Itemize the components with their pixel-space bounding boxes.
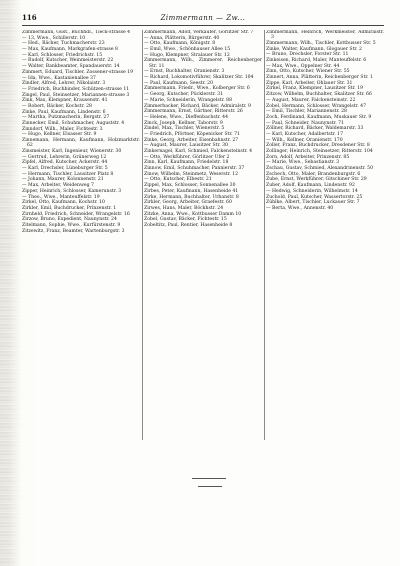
directory-entry: Zirkel, Otto, Kaufmann, Kochstr. 10 bbox=[22, 200, 105, 206]
directory-entry: Zinn, Karl, Kaufmann, Friedelstr. 18 bbox=[144, 160, 229, 166]
directory-entry: Zinndorf, Wilh., Maler, Fichtestr. 3 bbox=[22, 126, 103, 132]
directory-entry: — August, Maurer, Lausitzer Str. 30 bbox=[144, 143, 228, 149]
directory-entry: — Paul, Kaufmann, Seestr. 20 bbox=[144, 80, 214, 86]
directory-entry: — Marie, Wwe., Sebastianstr. 3 bbox=[266, 160, 340, 166]
directory-entry: Zirbes, Peter, Kaufmann, Hasenheide 41 bbox=[144, 188, 239, 194]
directory-entry: Zinke, Walter, Kaufmann, Glogauer Str. 2 bbox=[266, 46, 362, 52]
directory-columns bbox=[22, 30, 384, 530]
page-number: 116 bbox=[22, 13, 37, 22]
directory-entry: Zschau, Gustav, Schmied, Alexandrinenstr. 50 bbox=[266, 166, 374, 172]
directory-entry: Zipper, Heinrich, Schlosser, Kamerunstr. 3 bbox=[22, 188, 122, 194]
directory-entry: Zirzow, Bruno, Expedient, Naunynstr. 24 bbox=[22, 217, 117, 223]
directory-entry: Zitelmann, Sophie, Wwe., Kurfürstenstr. 9 bbox=[22, 222, 121, 228]
directory-entry: — Hermann, Tischler, Lausitzer Platz 8 bbox=[22, 171, 114, 177]
directory-entry: — 13, Wwe., Schillerstr. 10 bbox=[22, 35, 86, 41]
directory-entry: — Otto, Kaufmann, Königstr. 8 bbox=[144, 41, 216, 47]
directory-entry: Zinke, Georg, Arbeiter, Eisenbahnstr. 27 bbox=[144, 137, 239, 143]
directory-entry: Zinnert, Anna, Plätterin, Reichenberger Str. 1 bbox=[266, 75, 373, 81]
column-1 bbox=[22, 30, 140, 530]
directory-entry: — Hugo, Kellner, Elsasser Str. 9 bbox=[22, 132, 97, 138]
column-divider bbox=[264, 30, 265, 440]
directory-entry: Zühlke, Albert, Tischler, Luckauer Str. 7 bbox=[266, 200, 360, 206]
directory-entry: — Karl, Kutscher, Adalbertstr. 17 bbox=[266, 131, 343, 137]
directory-entry: Zink, Max, Klempner, Krausenstr. 41 bbox=[22, 98, 108, 104]
directory-entry: — Hedwig, Schneiderin, Wilhelmstr. 14 bbox=[266, 188, 358, 194]
directory-entry: Zipfel, Alfred, Kutscher, Ackerstr. 44 bbox=[22, 160, 108, 166]
directory-entry: Zindel, Max, Tischler, Wienerstr. 5 bbox=[144, 126, 225, 132]
directory-entry: — Georg, Kutscher, Pücklerstr. 31 bbox=[144, 92, 224, 98]
directory-entry: Zube, Ernst, Werkführer, Gitschiner Str. 29 bbox=[266, 177, 367, 183]
directory-entry: Zippel, Max, Schlosser, Sonnenallee 30 bbox=[144, 183, 236, 189]
directory-entry: — Theo., Wwe., Manteuffelstr. 19 bbox=[22, 194, 100, 200]
directory-entry: Zobel, Hermann, Schlosser, Wrangelstr. 47 bbox=[266, 103, 367, 109]
directory-entry: — August, Maurer, Falckensteinstr. 22 bbox=[266, 97, 356, 103]
directory-entry: — Karl, Drechsler, Lüneburger Str. 5 bbox=[22, 166, 108, 172]
directory-entry: Zimmert, Eduard, Tischler, Zossener-strasse 19 bbox=[22, 69, 134, 75]
column-divider bbox=[142, 30, 143, 440]
directory-entry: — Hugo, Klempner, Stralauer Str. 12 bbox=[144, 52, 230, 58]
directory-entry: Zimmermann, Ernst, Gärtner, Ritterstr. 26 bbox=[144, 109, 243, 115]
directory-entry: Zinsmeister, Karl, Ingenieur, Wienerstr. 30 bbox=[22, 149, 122, 155]
directory-entry: Zirkler, Emil, Buchdrucker, Prinzenstr. 1 bbox=[22, 205, 117, 211]
directory-entry: — Rudolf, Kutscher, Weinmeisterstr. 22 bbox=[22, 58, 114, 64]
directory-entry: — Walter, Bankbeamter, Spandauerstr. 14 bbox=[22, 64, 120, 70]
directory-entry: Zinke, Paul, Kaufmann, Lindenstr. 6 bbox=[22, 109, 106, 115]
directory-entry: Zindler, Alfred, Lehrer, Nikolaistr. 3 bbox=[22, 81, 106, 87]
directory-entry: Zippe, Karl, Arbeiter, Ohlauer Str. 31 bbox=[266, 80, 353, 86]
directory-entry: Zinkernagel, Karl, Schmied, Falckensteinstr. 4 bbox=[144, 149, 253, 155]
directory-entry: Zinow, Wilhelm, Steinmetz, Weserstr. 12 bbox=[144, 171, 239, 177]
end-rule bbox=[198, 486, 222, 487]
directory-entry: — Johann, Maurer, Kolonnenstr. 21 bbox=[22, 177, 104, 183]
column-3 bbox=[266, 30, 384, 530]
directory-entry: Zimmermann, Gust., Buchhdl., Tieck-strasse 4 bbox=[22, 30, 131, 35]
directory-entry: — Karl, Schlosser, Friedrichstr. 15 bbox=[22, 52, 103, 58]
page-header bbox=[22, 12, 384, 24]
directory-entry: Zobeltitz, Paul, Rentier, Hasenheide 8 bbox=[144, 222, 233, 228]
directory-entry: Zimmermann, Wilh., Zimmerer, Reichenberger Str. 11 bbox=[144, 58, 262, 69]
running-title: Zimmermann — Zw... bbox=[160, 14, 246, 22]
directory-entry: Zirnheld, Friedrich, Schneider, Wrangelstr. 16 bbox=[22, 211, 130, 217]
directory-entry: — Gertrud, Lehrerin, Grünerweg 12 bbox=[22, 154, 107, 160]
directory-entry: Zimmermann, Heinrich, Werkmeister, Admiralstr. 3 bbox=[266, 30, 384, 41]
directory-entry: — Berta, Wwe., Annenstr. 40 bbox=[266, 205, 334, 211]
directory-entry: — Max, Arbeiter, Weidenweg 7 bbox=[22, 183, 94, 189]
directory-entry: Zimmermann, Wilh., Tischler, Kottbusser Str. 5 bbox=[266, 40, 376, 46]
directory-entry: — Hed., Bäcker, Tuchmacherstr. 23 bbox=[22, 41, 105, 47]
directory-entry: Zinnecker, Emil, Schuhmacher, Auguststr. 4 bbox=[22, 121, 125, 126]
directory-entry: — Friedrich, Buchbinder, Schützen-strasse 11 bbox=[22, 86, 130, 92]
scan-edge bbox=[0, 0, 22, 566]
directory-entry: — Wilh., Kellner, Oranienstr. 170 bbox=[266, 137, 343, 143]
directory-entry: Zobel, Gustav, Bäcker, Fichtestr. 15 bbox=[144, 217, 227, 223]
directory-entry: Zöllner, Richard, Bäcker, Waldemarstr. 33 bbox=[266, 126, 364, 132]
directory-entry: — Emil, Wwe., Schönhauser Allee 15 bbox=[144, 47, 231, 53]
directory-entry: — Emil, Tischler, Mariannenstr. 28 bbox=[266, 109, 347, 115]
directory-entry: Zuchold, Paul, Kutscher, Wassertorstr. 25 bbox=[266, 194, 363, 200]
directory-entry: — Anna, Plätterin, Bürgerstr. 40 bbox=[144, 35, 220, 41]
directory-entry: Zorn, Adolf, Arbeiter, Prinzenstr. 85 bbox=[266, 154, 350, 160]
directory-entry: Zirkel, Franz, Klempner, Lausitzer Str. 19 bbox=[266, 86, 364, 92]
directory-entry: — Martha, Putzmacherin, Bergstr. 27 bbox=[22, 115, 110, 121]
directory-entry: — Paul, Schneider, Naunynstr. 71 bbox=[266, 120, 345, 126]
directory-entry: Zinn, Otto, Kutscher, Wiener Str. 55 bbox=[266, 69, 350, 75]
directory-entry: Zirwes, Hans, Maler, Böckhstr. 24 bbox=[144, 205, 224, 211]
directory-entry: — Otto, Werkführer, Görlitzer Ufer 2 bbox=[144, 154, 230, 160]
directory-entry: Zirkler, Georg, Arbeiter, Graefestr. 60 bbox=[144, 200, 232, 206]
directory-entry: Zschech, Otto, Maler, Brandenburgstr. 6 bbox=[266, 171, 361, 177]
header-rule bbox=[22, 25, 384, 26]
directory-entry: Zitzewitz, Franz, Beamter, Wartenburgstr. 3 bbox=[22, 228, 125, 234]
directory-entry: Zirke, Hermann, Buchhalter, Urbanstr. 8 bbox=[144, 194, 239, 200]
directory-entry: Zinnemann, Hermann, Kaufmann, Holzmarktstr. 62 bbox=[22, 138, 140, 149]
directory-entry: — Bruno, Drechsler, Forster Str. 11 bbox=[266, 52, 349, 58]
directory-entry: — Richard, Lokomotivführer, Skalitzer Str. 104 bbox=[144, 75, 254, 81]
directory-entry: Zitzke, Anna, Wwe., Kottbusser Damm 10 bbox=[144, 211, 242, 217]
directory-entry: Zitzow, Wilhelm, Buchhalter, Skalitzer Str. 66 bbox=[266, 92, 372, 98]
directory-entry: — Ida, Wwe., Kastanienallee 37 bbox=[22, 75, 96, 81]
directory-entry: Zingel, Paul, Steinsetzer, Mariannen-strasse 3 bbox=[22, 92, 130, 98]
directory-entry: — Helene, Wwe., Dieffenbachstr. 44 bbox=[144, 114, 228, 120]
directory-entry: Zimmermann, Adolf, Verkäufer, Görlitzer Str. 7 bbox=[144, 30, 254, 35]
directory-entry: — Max, Kaufmann, Markgrafen-strasse 8 bbox=[22, 47, 118, 53]
directory-entry: — Max, Wwe., Oppelner Str. 44 bbox=[266, 63, 340, 69]
directory-entry: Zimmermann, Friedr., Wwe., Kolberger Str. 6 bbox=[144, 86, 250, 92]
column-2 bbox=[144, 30, 262, 530]
directory-entry: — Marie, Schneiderin, Wrangelstr. 88 bbox=[144, 97, 233, 103]
directory-entry: Zoch, Ferdinand, Kaufmann, Muskauer Str. 9 bbox=[266, 114, 372, 120]
directory-entry: — Friedrich, Pförtner, Köpenicker Str. 71 bbox=[144, 131, 240, 137]
directory-entry: Zinck, Joseph, Kellner, Taborstr. 9 bbox=[144, 120, 223, 126]
directory-entry: Zoller, Franz, Buchdrucker, Dresdener Str. 8 bbox=[266, 143, 370, 149]
directory-entry: Zimmerhacker, Richard, Bäcker, Admiralstr. 9 bbox=[144, 103, 251, 109]
directory-entry: — Robert, Bäcker, Kochstr. 28 bbox=[22, 103, 92, 109]
directory-entry: Zuber, Adolf, Kaufmann, Lindenstr. 92 bbox=[266, 183, 355, 189]
directory-entry: — Ernst, Buchhalter, Oranienstr. 3 bbox=[144, 69, 225, 75]
directory-entry: Zinkeisen, Richard, Maler, Manteuffelstr. 6 bbox=[266, 58, 367, 64]
directory-entry: — Otto, Kutscher, Elbestr. 21 bbox=[144, 177, 212, 183]
directory-entry: Zinnow, Emil, Schuhmacher, Pannierstr. 37 bbox=[144, 166, 245, 172]
end-rule bbox=[192, 478, 226, 479]
directory-entry: Zollinger, Heinrich, Steinsetzer, Ritterstr. 104 bbox=[266, 149, 373, 155]
